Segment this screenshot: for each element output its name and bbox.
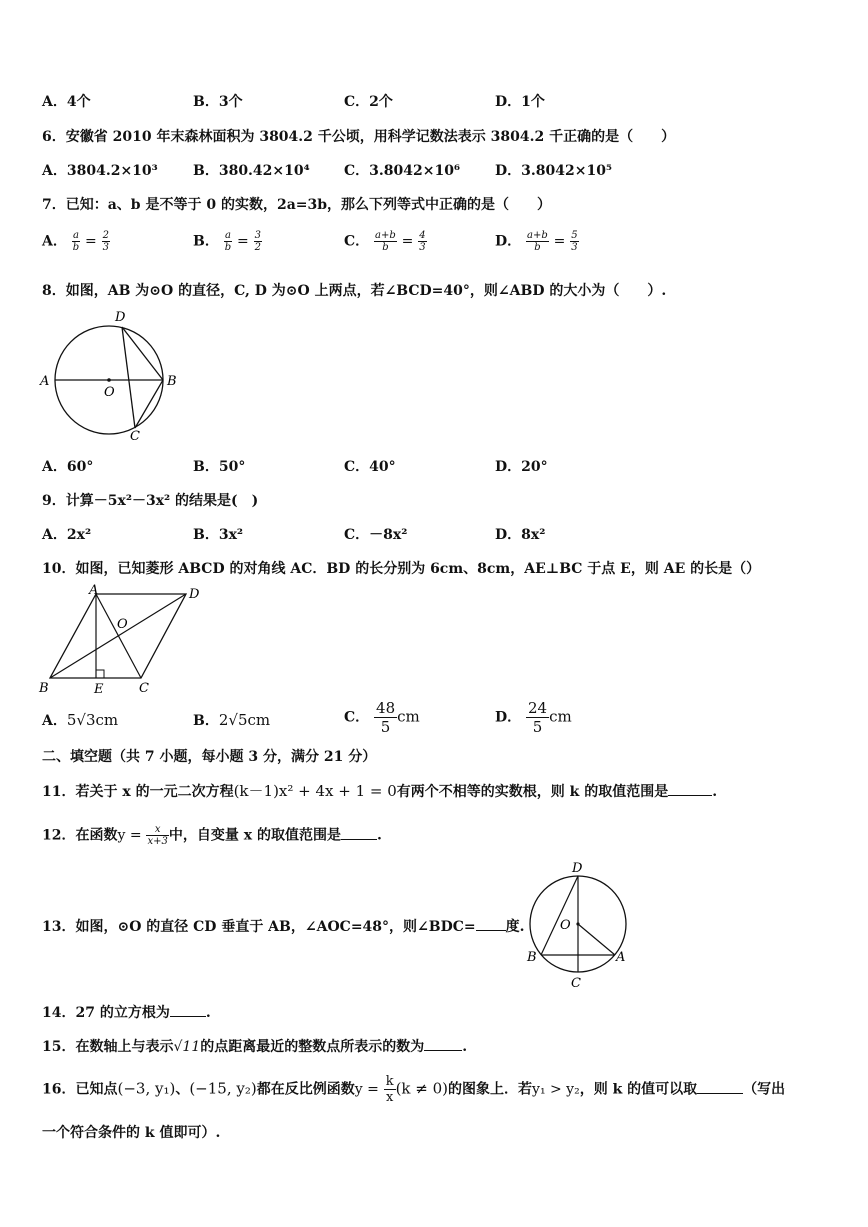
q13-label-c: C xyxy=(571,976,581,991)
q10-option-d: D． $\frac{24}{5}$ cm xyxy=(495,699,572,736)
q9-option-b: B．3x² xyxy=(193,527,244,543)
q9-option-d: D．8x² xyxy=(495,527,546,543)
q9-option-c: C．－8x² xyxy=(344,527,408,543)
q8-label-d: D xyxy=(115,310,126,325)
q7-option-b: B． $\frac{a}{b}$ = $\frac{3}{2}$ xyxy=(193,230,261,253)
q5-option-c: C．2个 xyxy=(344,94,393,110)
q6-option-b: B．380.42×10⁴ xyxy=(193,163,310,179)
q9-option-a: A．2x² xyxy=(42,527,92,543)
q6-option-c: C．3.8042×10⁶ xyxy=(344,163,461,179)
q13-label-b: B xyxy=(527,950,537,965)
q14-text: 14．27 的立方根为 . xyxy=(42,1005,211,1021)
q13-circle-figure xyxy=(522,858,634,992)
q16-text: 16．已知点(−3, y₁)、(−15, y₂)都在反比例函数y = $\frac{k}{x}$ (k ≠ 0)的图象上．若y₁ > y₂，则 k 的值可以取 （写出 xyxy=(42,1074,786,1105)
q8-stem: 8．如图，AB 为⊙O 的直径，C, D 为⊙O 上两点，若∠BCD=40°，则∠ABD 的大小为（ ）. xyxy=(42,283,667,299)
q5-option-b: B．3个 xyxy=(193,94,243,110)
q8-option-c: C．40° xyxy=(344,459,396,475)
q7-stem: 7．已知：a、b 是不等于 0 的实数，2a=3b，那么下列等式中正确的是（ ） xyxy=(42,197,552,213)
q16-line2: 一个符合条件的 k 值即可）. xyxy=(42,1125,221,1141)
q12-text: 12．在函数y = $\frac{x}{x+3}$ 中，自变量 x 的取值范围是 . xyxy=(42,824,382,847)
q10-label-e: E xyxy=(94,682,104,697)
q5-option-d: D．1个 xyxy=(495,94,545,110)
section-fill-in-title: 二、填空题（共 7 小题，每小题 3 分，满分 21 分） xyxy=(42,749,377,765)
q10-option-c: C． $\frac{48}{5}$ cm xyxy=(344,699,420,736)
q6-option-a: A．3804.2×10³ xyxy=(42,163,158,179)
q8-circle-figure xyxy=(36,305,186,445)
q5-option-a: A．4个 xyxy=(42,94,91,110)
q10-option-b: B．2√5cm xyxy=(193,711,271,729)
q9-stem: 9．计算－5x²－3x² 的结果是( ) xyxy=(42,493,259,509)
q14-answer-blank[interactable] xyxy=(170,1016,206,1017)
q8-option-b: B．50° xyxy=(193,459,246,475)
q10-label-o: O xyxy=(117,617,128,632)
q8-label-c: C xyxy=(130,429,140,444)
q7-option-a: A． $\frac{a}{b}$ = $\frac{2}{3}$ xyxy=(42,230,110,253)
q13-label-o: O xyxy=(560,918,571,933)
q15-answer-blank[interactable] xyxy=(424,1050,462,1051)
q10-label-c: C xyxy=(139,681,149,696)
q13-label-d: D xyxy=(572,861,583,876)
q12-answer-blank[interactable] xyxy=(341,839,377,840)
q10-label-b: B xyxy=(39,681,49,696)
q8-label-b: B xyxy=(167,374,177,389)
q11-text: 11．若关于 x 的一元二次方程(k－1)x² + 4x + 1 = 0有两个不相等的实数根，则 k 的取值范围是 . xyxy=(42,782,718,800)
q8-label-a: A xyxy=(40,374,50,389)
q10-stem: 10．如图，已知菱形 ABCD 的对角线 AC．BD 的长分别为 6cm、8cm，AE⊥BC 于点 E，则 AE 的长是（） xyxy=(42,561,761,577)
q10-rhombus-figure xyxy=(36,582,208,698)
q7-option-c: C． $\frac{a+b}{b}$ = $\frac{4}{3}$ xyxy=(344,230,426,253)
q13-text: 13．如图，⊙O 的直径 CD 垂直于 AB，∠AOC=48°，则∠BDC= 度. xyxy=(42,919,525,935)
q13-answer-blank[interactable] xyxy=(476,930,506,931)
q8-option-d: D．20° xyxy=(495,459,548,475)
q13-label-a: A xyxy=(616,950,626,965)
q6-option-d: D．3.8042×10⁵ xyxy=(495,163,613,179)
q15-text: 15．在数轴上与表示√11的点距离最近的整数点所表示的数为 . xyxy=(42,1039,468,1055)
q10-label-a: A xyxy=(89,583,99,598)
q8-option-a: A．60° xyxy=(42,459,94,475)
q8-label-o: O xyxy=(104,385,115,400)
q10-label-d: D xyxy=(189,587,200,602)
q6-stem: 6．安徽省 2010 年末森林面积为 3804.2 千公顷，用科学记数法表示 3804.2 千正确的是（ ） xyxy=(42,129,676,145)
q7-option-d: D． $\frac{a+b}{b}$ = $\frac{5}{3}$ xyxy=(495,230,578,253)
q11-answer-blank[interactable] xyxy=(668,795,712,796)
q10-option-a: A．5√3cm xyxy=(42,711,119,729)
q16-answer-blank[interactable] xyxy=(697,1093,743,1094)
